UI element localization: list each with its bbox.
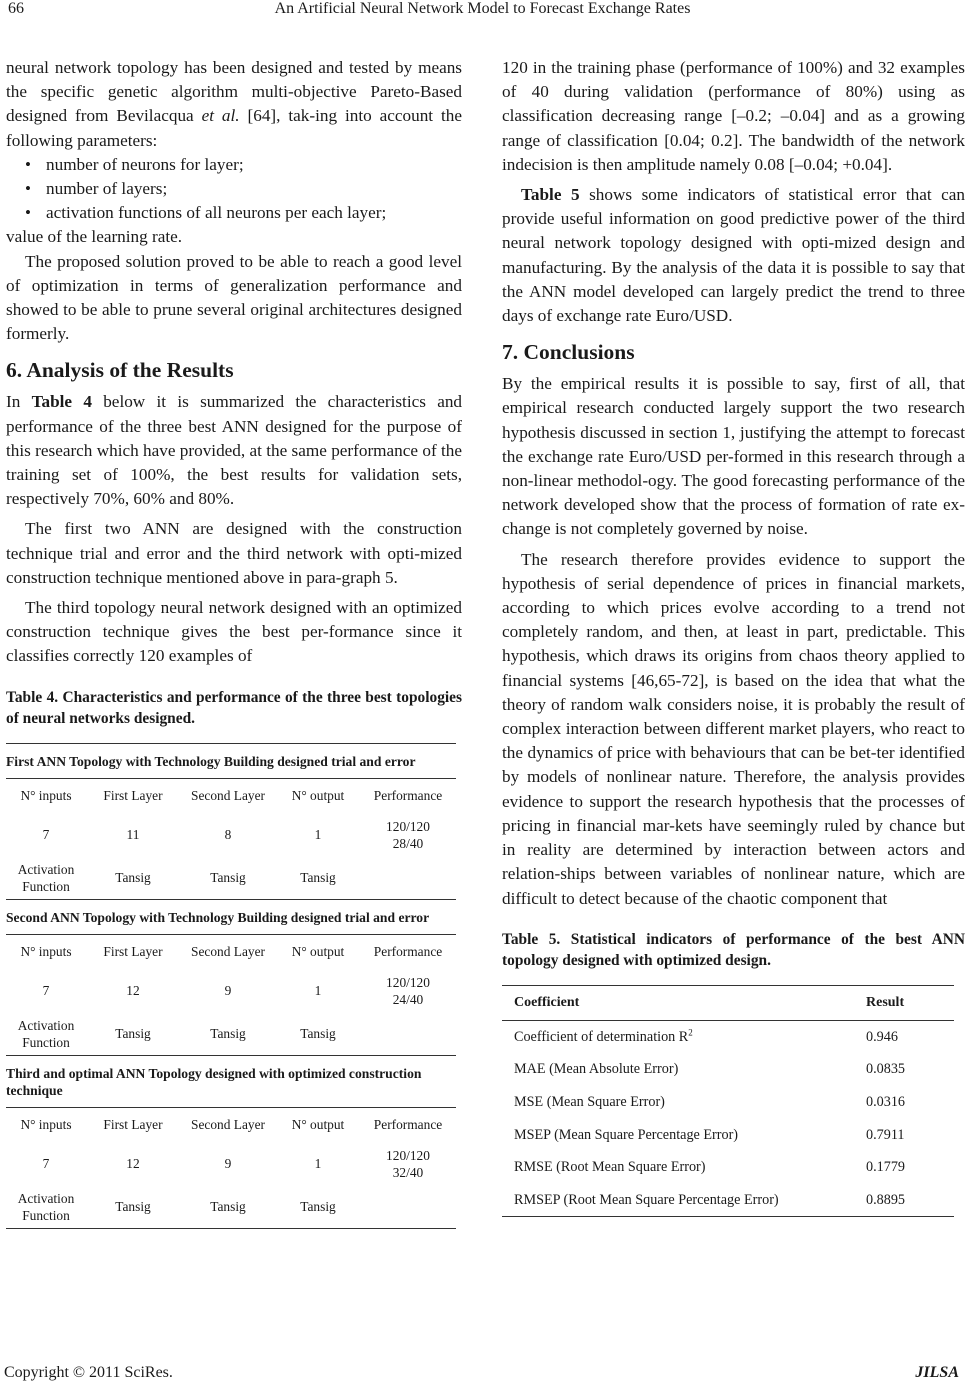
result-value: 0.7911 xyxy=(866,1126,905,1143)
paragraph xyxy=(502,183,965,328)
column-header: Performance xyxy=(373,943,443,959)
cell-activation: Tansig xyxy=(210,1026,246,1042)
result-value: 0.1779 xyxy=(866,1159,906,1176)
left-column xyxy=(6,56,462,1229)
cell-second-layer: 8 xyxy=(224,827,232,843)
cell-performance xyxy=(360,969,456,1013)
paragraph: The third topology neural network designed with an optimized construction technique gives the best per-formance since it classifies correctly 120 examples of xyxy=(6,598,462,666)
table-ref: Table 4 xyxy=(31,392,92,412)
text: below it is summarized the characteristics and performance of the three best ANN designed for the purpose of this research which have provided, at the same performance of the training set of 100%, the best results for validation sets, respectively 70%, 60% and 80%. xyxy=(6,392,463,509)
coefficient-label: RMSE (Root Mean Square Error) xyxy=(514,1159,706,1176)
cell-inputs: 7 xyxy=(42,983,50,999)
table4-section-title: First ANN Topology with Technology Building designed trial and error xyxy=(6,743,456,778)
paragraph: The research therefore provides evidence to support the hypothesis of serial dependence of prices in financial markets, according to which prices evolve according to a trend not completely random, and then, at least in part, predictable. This hypothesis, which draws its origins from chaos theory applied to financial systems [46,65-72], is based on the idea that what the theory of random walk considers noise, it is probably the result of complex interaction between different market players, who react to the dynamics of price with behaviours that can be bet-ter identified by models of nonlinear nature. Therefore, the analysis provides evidence to support the research hypothesis that the processes of pricing in financial mar-kets have seemingly ruled by chance but in reality are determined by interaction between actors and relation-ships between variables of nonlinear nature, which are difficult to detect because of the chaotic component that xyxy=(502,549,965,908)
table4-caption: Table 4. Characteristics and performance of the three best topologies of neural networks designed. xyxy=(6,688,462,727)
section-heading: 6. Analysis of the Results xyxy=(6,358,234,383)
column-header: Performance xyxy=(373,787,443,803)
table5-caption: Table 5. Statistical indicators of performance of the best ANN topology designed with optimized design. xyxy=(502,930,965,969)
r2-label: Coefficient of determination R xyxy=(514,1028,689,1045)
table4 xyxy=(6,743,456,1229)
paragraph: 120 in the training phase (performance of 100%) and 32 examples of 40 during validation (performance of 80%) using as classification decreasing range [–0.2; –0.04] and as a growing range of classification [0.04; 0.2]. The bandwidth of the network indecision is then amplitude namely 0.08 [–0.04; +0.04]. xyxy=(502,58,965,174)
paragraph: By the empirical results it is possible to say, first of all, that empirical research conducted largely support the two research hypothesis discussed in section 1, justifying the attempt to forecast the exchange rate Euro/USD per-formed in this research through a non-linear methodol-ogy. The good forecasting performance of the network developed show that the process of formation of rate ex-change is not completely governed by noise. xyxy=(502,374,965,539)
perf-train: 120/120 xyxy=(386,1147,430,1163)
cell-first-layer: 12 xyxy=(126,1156,140,1172)
section-heading: 7. Conclusions xyxy=(502,340,635,365)
coefficient-label xyxy=(502,1020,854,1053)
paragraph xyxy=(6,390,462,511)
cell-activation: Tansig xyxy=(180,1186,276,1229)
paragraph xyxy=(6,56,462,153)
cell-second-layer: 9 xyxy=(224,1156,232,1172)
list-item: • number of layers; xyxy=(46,177,462,201)
coefficient-label: RMSEP (Root Mean Square Percentage Error) xyxy=(502,1184,854,1217)
cell-activation: Tansig xyxy=(86,1186,180,1229)
result-value: 0.8895 xyxy=(854,1184,954,1217)
cell-activation: Tansig xyxy=(115,1026,151,1042)
cell-output: 1 xyxy=(314,827,322,843)
right-column xyxy=(502,56,965,1217)
perf-val: 24/40 xyxy=(392,991,424,1007)
result-value: 0.0835 xyxy=(866,1061,906,1078)
copyright: Copyright © 2011 SciRes. xyxy=(4,1364,173,1381)
cell-second-layer: 9 xyxy=(224,983,232,999)
cell-activation: Tansig xyxy=(210,870,246,886)
list-item: • activation functions of all neurons per each layer; xyxy=(46,201,462,225)
text: In xyxy=(6,392,32,412)
cell-activation: Tansig xyxy=(276,1186,360,1229)
perf-val: 32/40 xyxy=(392,1164,424,1180)
et-al: et al. xyxy=(201,106,240,126)
column-header: Second Layer xyxy=(191,1116,265,1132)
column-header: First Layer xyxy=(103,1116,163,1132)
cell-output: 1 xyxy=(314,983,322,999)
column-header: First Layer xyxy=(103,943,163,959)
cell-activation: Tansig xyxy=(300,870,336,886)
column-header: Result xyxy=(854,985,954,1020)
table5 xyxy=(502,985,954,1218)
cell-first-layer: 12 xyxy=(126,983,140,999)
coefficient-label: MSE (Mean Square Error) xyxy=(514,1094,665,1111)
column-header: Performance xyxy=(373,1116,443,1132)
column-header: N° output xyxy=(291,943,345,959)
running-title: An Artificial Neural Network Model to Forecast Exchange Rates xyxy=(274,0,691,17)
perf-train: 120/120 xyxy=(386,974,430,990)
paragraph: The proposed solution proved to be able to reach a good level of optimization in terms of generalization performance and showed to be able to prune several original architectures designed formerly. xyxy=(6,251,462,344)
text: neural network topology has been designed and tested by means the specific genetic algorithm multi-objective Pareto-Based designed from Bevilacqua xyxy=(6,58,462,126)
activation-label: Activation Function xyxy=(17,1017,75,1050)
cell-output: 1 xyxy=(314,1156,322,1172)
coefficient-label: MAE (Mean Absolute Error) xyxy=(514,1061,679,1078)
table4-section-title: Third and optimal ANN Topology designed with optimized construction technique xyxy=(6,1055,456,1107)
paragraph: value of the learning rate. xyxy=(6,227,183,247)
r2-superscript: 2 xyxy=(688,1027,693,1038)
cell-first-layer: 11 xyxy=(126,827,140,843)
table-ref: Table 5 xyxy=(521,185,580,205)
perf-train: 120/120 xyxy=(386,818,430,834)
list-item: • number of neurons for layer; xyxy=(46,153,462,177)
table4-section-title: Second ANN Topology with Technology Building designed trial and error xyxy=(6,899,456,934)
page-number: 66 xyxy=(8,0,24,17)
activation-label: Activation Function xyxy=(17,861,75,894)
column-header: N° output xyxy=(291,787,345,803)
column-header: Second Layer xyxy=(191,787,265,803)
journal-name: JILSA xyxy=(915,1364,959,1381)
result-value: 0.946 xyxy=(866,1028,898,1045)
cell-activation: Tansig xyxy=(115,870,151,886)
column-header: N° output xyxy=(291,1116,345,1132)
column-header: Coefficient xyxy=(502,985,854,1020)
cell-performance xyxy=(360,813,456,857)
cell-performance xyxy=(360,1142,456,1186)
cell-activation: Tansig xyxy=(300,1026,336,1042)
coefficient-label: MSEP (Mean Square Percentage Error) xyxy=(514,1126,739,1143)
column-header: First Layer xyxy=(103,787,163,803)
cell-inputs: 7 xyxy=(42,827,50,843)
activation-label: Activation Function xyxy=(6,1186,86,1229)
text: [64], tak-ing into account the following parameters: xyxy=(6,106,462,150)
perf-val: 28/40 xyxy=(392,835,424,851)
column-header: N° inputs xyxy=(20,787,72,803)
paragraph: The first two ANN are designed with the construction technique trial and error and the third network with opti-mized construction technique mentioned above in para-graph 5. xyxy=(6,519,462,587)
text: shows some indicators of statistical error that can provide useful information on good predictive power of the third neural network topology designed with opti-mized design and manufacturing. By the analysis of the data it is possible to say that the ANN model developed can largely predict the trend to three days of exchange rate Euro/USD. xyxy=(502,185,965,326)
column-header: N° inputs xyxy=(20,943,72,959)
parameter-list xyxy=(6,153,462,226)
cell-inputs: 7 xyxy=(42,1156,50,1172)
column-header: N° inputs xyxy=(20,1116,72,1132)
column-header: Second Layer xyxy=(191,943,265,959)
result-value: 0.0316 xyxy=(866,1094,906,1111)
